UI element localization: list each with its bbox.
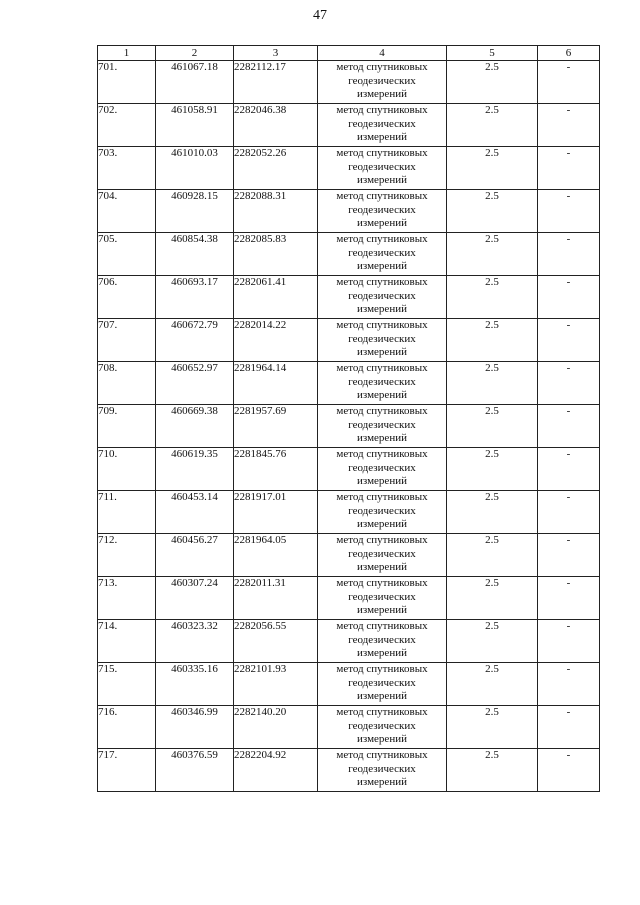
y-coordinate-cell: 2281957.69 <box>234 405 318 448</box>
method-cell <box>318 491 447 534</box>
method-text-line: измерений <box>357 690 407 702</box>
method-text-line: измерений <box>357 260 407 272</box>
x-coordinate-cell: 460652.97 <box>156 362 234 405</box>
y-coordinate-cell: 2281964.14 <box>234 362 318 405</box>
method-text-line: метод спутниковых <box>336 147 428 159</box>
point-number-cell: 705. <box>98 233 156 276</box>
x-coordinate-cell: 460346.99 <box>156 706 234 749</box>
method-text-line: метод спутниковых <box>336 534 428 546</box>
method-text-line: метод спутниковых <box>336 319 428 331</box>
x-coordinate-cell: 461058.91 <box>156 104 234 147</box>
accuracy-cell: 2.5 <box>447 706 538 749</box>
method-text-line: измерений <box>357 174 407 186</box>
y-coordinate-cell: 2282204.92 <box>234 749 318 792</box>
method-cell <box>318 663 447 706</box>
method-cell <box>318 190 447 233</box>
accuracy-cell: 2.5 <box>447 104 538 147</box>
method-text-line: метод спутниковых <box>336 706 428 718</box>
accuracy-cell: 2.5 <box>447 491 538 534</box>
point-number-cell: 709. <box>98 405 156 448</box>
method-text-line: геодезических <box>348 289 416 302</box>
note-cell: - <box>538 190 600 233</box>
point-number-cell: 711. <box>98 491 156 534</box>
method-text-line: измерений <box>357 346 407 358</box>
point-number-cell: 706. <box>98 276 156 319</box>
note-cell: - <box>538 706 600 749</box>
table-row <box>98 319 600 362</box>
method-text-line: измерений <box>357 475 407 487</box>
method-text-line: геодезических <box>348 203 416 216</box>
method-cell <box>318 749 447 792</box>
method-text-line: метод спутниковых <box>336 362 428 374</box>
y-coordinate-cell: 2282061.41 <box>234 276 318 319</box>
method-cell <box>318 233 447 276</box>
method-text-line: метод спутниковых <box>336 577 428 589</box>
method-cell <box>318 61 447 104</box>
y-coordinate-cell: 2282101.93 <box>234 663 318 706</box>
method-text-line: измерений <box>357 131 407 143</box>
method-text-line: геодезических <box>348 246 416 259</box>
table-row <box>98 620 600 663</box>
note-cell: - <box>538 448 600 491</box>
method-text-line: геодезических <box>348 332 416 345</box>
point-number-cell: 714. <box>98 620 156 663</box>
accuracy-cell: 2.5 <box>447 319 538 362</box>
method-text-line: геодезических <box>348 418 416 431</box>
method-text-line: метод спутниковых <box>336 620 428 632</box>
accuracy-cell: 2.5 <box>447 663 538 706</box>
y-coordinate-cell: 2282056.55 <box>234 620 318 663</box>
method-text-line: геодезических <box>348 762 416 775</box>
x-coordinate-cell: 461010.03 <box>156 147 234 190</box>
y-coordinate-cell: 2282112.17 <box>234 61 318 104</box>
point-number-cell: 717. <box>98 749 156 792</box>
method-cell <box>318 620 447 663</box>
table-row <box>98 749 600 792</box>
x-coordinate-cell: 460323.32 <box>156 620 234 663</box>
method-text-line: метод спутниковых <box>336 491 428 503</box>
table-row <box>98 61 600 104</box>
note-cell: - <box>538 276 600 319</box>
y-coordinate-cell: 2282140.20 <box>234 706 318 749</box>
note-cell: - <box>538 749 600 792</box>
accuracy-cell: 2.5 <box>447 362 538 405</box>
x-coordinate-cell: 460335.16 <box>156 663 234 706</box>
accuracy-cell: 2.5 <box>447 233 538 276</box>
note-cell: - <box>538 319 600 362</box>
method-text-line: геодезических <box>348 633 416 646</box>
accuracy-cell: 2.5 <box>447 405 538 448</box>
point-number-cell: 701. <box>98 61 156 104</box>
method-cell <box>318 534 447 577</box>
method-text-line: метод спутниковых <box>336 448 428 460</box>
table-row <box>98 190 600 233</box>
method-cell <box>318 706 447 749</box>
accuracy-cell: 2.5 <box>447 190 538 233</box>
y-coordinate-cell: 2281845.76 <box>234 448 318 491</box>
y-coordinate-cell: 2282052.26 <box>234 147 318 190</box>
method-text-line: метод спутниковых <box>336 190 428 202</box>
y-coordinate-cell: 2282014.22 <box>234 319 318 362</box>
method-text-line: геодезических <box>348 504 416 517</box>
accuracy-cell: 2.5 <box>447 534 538 577</box>
method-text-line: измерений <box>357 303 407 315</box>
method-text-line: геодезических <box>348 117 416 130</box>
note-cell: - <box>538 577 600 620</box>
note-cell: - <box>538 233 600 276</box>
point-number-cell: 708. <box>98 362 156 405</box>
method-text-line: измерений <box>357 518 407 530</box>
method-text-line: измерений <box>357 733 407 745</box>
note-cell: - <box>538 534 600 577</box>
accuracy-cell: 2.5 <box>447 577 538 620</box>
x-coordinate-cell: 460376.59 <box>156 749 234 792</box>
note-cell: - <box>538 362 600 405</box>
method-text-line: метод спутниковых <box>336 276 428 288</box>
method-cell <box>318 448 447 491</box>
table-row <box>98 362 600 405</box>
table-row <box>98 147 600 190</box>
method-text-line: измерений <box>357 776 407 788</box>
method-text-line: измерений <box>357 389 407 401</box>
y-coordinate-cell: 2281917.01 <box>234 491 318 534</box>
table-header-row <box>98 46 600 61</box>
method-text-line: измерений <box>357 217 407 229</box>
table-row <box>98 276 600 319</box>
note-cell: - <box>538 620 600 663</box>
method-text-line: измерений <box>357 88 407 100</box>
method-text-line: метод спутниковых <box>336 663 428 675</box>
column-header-3: 3 <box>234 46 318 61</box>
method-text-line: геодезических <box>348 375 416 388</box>
table-row <box>98 104 600 147</box>
method-cell <box>318 319 447 362</box>
x-coordinate-cell: 460456.27 <box>156 534 234 577</box>
point-number-cell: 715. <box>98 663 156 706</box>
x-coordinate-cell: 460619.35 <box>156 448 234 491</box>
method-text-line: измерений <box>357 604 407 616</box>
method-cell <box>318 577 447 620</box>
x-coordinate-cell: 460693.17 <box>156 276 234 319</box>
x-coordinate-cell: 460453.14 <box>156 491 234 534</box>
method-text-line: метод спутниковых <box>336 61 428 73</box>
method-cell <box>318 405 447 448</box>
x-coordinate-cell: 460854.38 <box>156 233 234 276</box>
point-number-cell: 713. <box>98 577 156 620</box>
table-row <box>98 577 600 620</box>
point-number-cell: 704. <box>98 190 156 233</box>
method-text-line: метод спутниковых <box>336 104 428 116</box>
note-cell: - <box>538 147 600 190</box>
accuracy-cell: 2.5 <box>447 61 538 104</box>
table-row <box>98 405 600 448</box>
method-text-line: геодезических <box>348 590 416 603</box>
page-number: 47 <box>313 8 327 23</box>
method-text-line: геодезических <box>348 74 416 87</box>
x-coordinate-cell: 460307.24 <box>156 577 234 620</box>
method-text-line: измерений <box>357 647 407 659</box>
x-coordinate-cell: 460928.15 <box>156 190 234 233</box>
accuracy-cell: 2.5 <box>447 749 538 792</box>
method-text-line: геодезических <box>348 160 416 173</box>
point-number-cell: 712. <box>98 534 156 577</box>
point-number-cell: 710. <box>98 448 156 491</box>
y-coordinate-cell: 2282088.31 <box>234 190 318 233</box>
point-number-cell: 702. <box>98 104 156 147</box>
method-cell <box>318 104 447 147</box>
method-cell <box>318 276 447 319</box>
method-text-line: геодезических <box>348 676 416 689</box>
point-number-cell: 703. <box>98 147 156 190</box>
method-text-line: измерений <box>357 561 407 573</box>
x-coordinate-cell: 461067.18 <box>156 61 234 104</box>
note-cell: - <box>538 61 600 104</box>
y-coordinate-cell: 2282046.38 <box>234 104 318 147</box>
method-text-line: метод спутниковых <box>336 405 428 417</box>
point-number-cell: 716. <box>98 706 156 749</box>
table-row <box>98 534 600 577</box>
table-row <box>98 448 600 491</box>
note-cell: - <box>538 663 600 706</box>
point-number-cell: 707. <box>98 319 156 362</box>
table-row <box>98 663 600 706</box>
method-text-line: метод спутниковых <box>336 233 428 245</box>
accuracy-cell: 2.5 <box>447 276 538 319</box>
method-text-line: геодезических <box>348 719 416 732</box>
table-row <box>98 233 600 276</box>
coordinates-table <box>97 45 600 792</box>
method-cell <box>318 147 447 190</box>
y-coordinate-cell: 2282011.31 <box>234 577 318 620</box>
method-cell <box>318 362 447 405</box>
method-text-line: измерений <box>357 432 407 444</box>
table-row <box>98 491 600 534</box>
method-text-line: метод спутниковых <box>336 749 428 761</box>
y-coordinate-cell: 2282085.83 <box>234 233 318 276</box>
method-text-line: геодезических <box>348 547 416 560</box>
column-header-1: 1 <box>98 46 156 61</box>
column-header-6: 6 <box>538 46 600 61</box>
table-row <box>98 706 600 749</box>
accuracy-cell: 2.5 <box>447 448 538 491</box>
column-header-4: 4 <box>318 46 447 61</box>
accuracy-cell: 2.5 <box>447 147 538 190</box>
column-header-2: 2 <box>156 46 234 61</box>
accuracy-cell: 2.5 <box>447 620 538 663</box>
y-coordinate-cell: 2281964.05 <box>234 534 318 577</box>
note-cell: - <box>538 405 600 448</box>
table-body <box>98 61 600 792</box>
column-header-5: 5 <box>447 46 538 61</box>
x-coordinate-cell: 460669.38 <box>156 405 234 448</box>
note-cell: - <box>538 104 600 147</box>
note-cell: - <box>538 491 600 534</box>
x-coordinate-cell: 460672.79 <box>156 319 234 362</box>
method-text-line: геодезических <box>348 461 416 474</box>
